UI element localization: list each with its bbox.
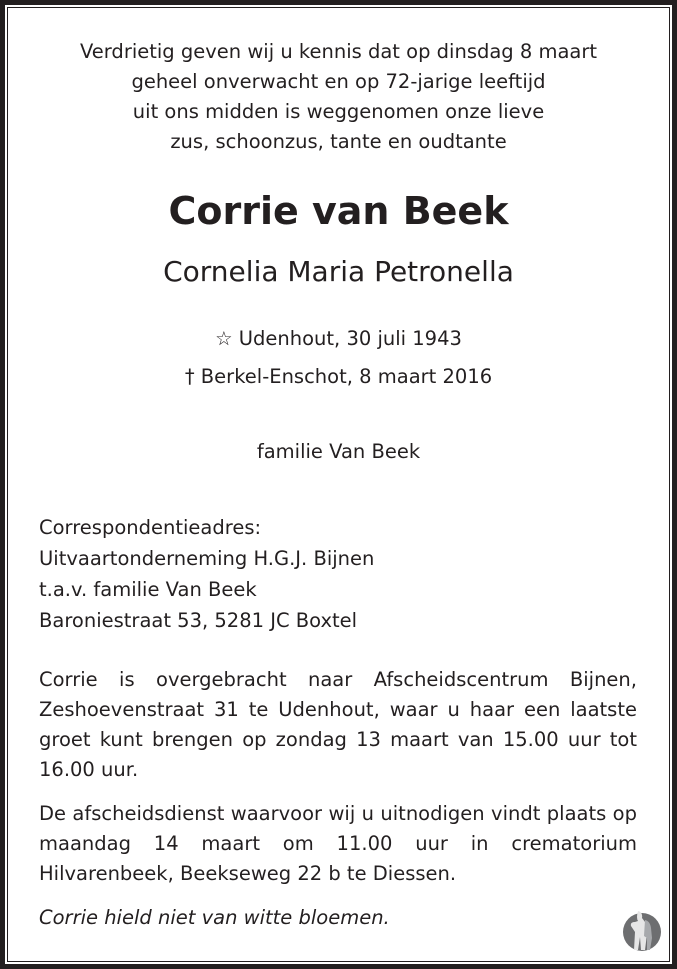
- address-line: Uitvaartonderneming H.G.J. Bijnen: [39, 547, 375, 570]
- intro-text: [0, 37, 677, 157]
- viewing-paragraph: Corrie is overgebracht naar Afscheidscentrum Bijnen, Zeshoevenstraat 31 te Udenhout, waar u haar een laatste groet kunt brengen op zondag 13 maart van 15.00 uur tot 16.00 uur.: [39, 668, 637, 781]
- intro-line: uit ons midden is weggenomen onze lieve: [132, 100, 545, 123]
- correspondence-address: [39, 512, 374, 636]
- service-paragraph: De afscheidsdienst waarvoor wij u uitnodigen vindt plaats op maandag 14 maart om 11.00 uur in crematorium Hilvarenbeek, Beekseweg 22 b te Diessen.: [39, 802, 637, 885]
- address-line: Baroniestraat 53, 5281 JC Boxtel: [39, 609, 358, 632]
- intro-line: zus, schoonzus, tante en oudtante: [170, 130, 507, 153]
- embracing-figures-icon: [619, 908, 665, 954]
- address-line: t.a.v. familie Van Beek: [39, 578, 257, 601]
- closing-note: Corrie hield niet van witte bloemen.: [39, 906, 390, 929]
- family-signature: familie Van Beek: [256, 440, 421, 463]
- address-line: Correspondentieadres:: [39, 516, 262, 539]
- deceased-name: Corrie van Beek: [168, 189, 509, 233]
- death-info: † Berkel-Enschot, 8 maart 2016: [184, 365, 493, 388]
- birth-info: ☆ Udenhout, 30 juli 1943: [215, 327, 462, 350]
- intro-line: Verdrietig geven wij u kennis dat op dinsdag 8 maart: [79, 40, 598, 63]
- intro-line: geheel onverwacht en op 72-jarige leeftijd: [131, 70, 546, 93]
- full-name: Cornelia Maria Petronella: [163, 255, 514, 288]
